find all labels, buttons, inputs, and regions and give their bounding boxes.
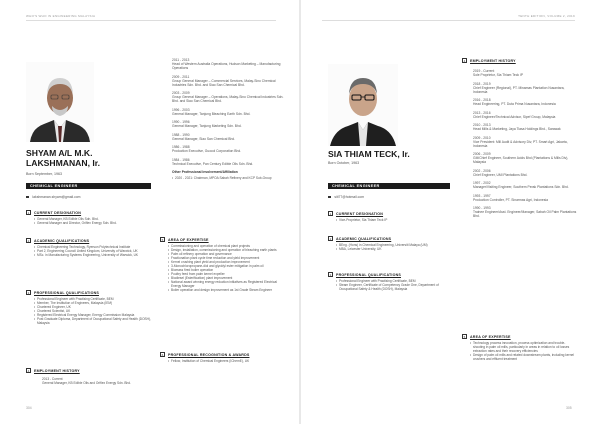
list-item: • Technology process innovation, process optimization and trouble-shooting in palm oil mills, particularly in areas in relation to oil losses extraction rates and their recovery efficiencies: [470, 341, 574, 353]
timeline-entry: 1993 - 1997 Production Controller, PT. Sinarmas Agri, Indonesia: [473, 193, 548, 202]
timeline-entry: 2003 - 2009 Group General Manager – Operations, Malay-Sino Chemical Industries Sdn. Bhd. and Siao San Chemical Bhd.: [172, 91, 284, 103]
born-date-sia: Born October, 1963: [328, 161, 360, 165]
profile-name-sia: [328, 150, 410, 160]
section-number: 4: [463, 59, 466, 63]
list-item: • National award winning energy reduction initiatives as Registered Electrical Energy Manager: [168, 280, 280, 288]
section-academic-right: [328, 236, 450, 251]
list-item: • MBA, Leicester University, UK: [336, 247, 450, 251]
category-bar-sia: CHEMICAL ENGINEER: [328, 183, 450, 189]
section-number: 1: [329, 212, 332, 216]
email-row-shyam: [26, 195, 81, 199]
list-item: • Boiler operation and design improvement as 1st Grade Steam Engineer: [168, 288, 280, 292]
list-item: • Registered Electrical Energy Manager, Energy Commission Malaysia: [34, 313, 151, 317]
list-item: • Fractionation plant cycle time reduction and yield improvement: [168, 256, 280, 260]
list-item: • Part 2, Engineering Council United Kingdom, University of Warwick, UK: [34, 249, 151, 253]
name-line-1: SHYAM A/L M.K.: [26, 148, 93, 158]
list-item: • Design of palm oil mills and related downstream plants, including kernel crushers and effluent treatment: [470, 353, 574, 361]
section-title: EMPLOYMENT HISTORY: [470, 58, 516, 63]
born-date-shyam: Born September, 1963: [26, 172, 62, 176]
list-item: • Vice-Proprietor, Sia Thiam Teck IP: [336, 218, 450, 222]
section-expertise-left: [160, 237, 285, 292]
section-number: 5: [463, 335, 466, 339]
list-item: • Professional Engineer with Practising Certificate, BEM: [336, 279, 444, 283]
list-item: • 2020 - 2021: Chairman, MPOA Sabah Refinery and KCP Sub-Group: [172, 176, 284, 180]
running-head-left: WHO'S WHO IN ENGINEERING MALAYSIA: [26, 14, 96, 18]
timeline-entry: 2006 - 2009 GM/Chief Engineer, Southern Acids Bhd (Plantations & Mills Div), Malaysia: [473, 152, 569, 164]
employment-years: 2013 - Current: [42, 377, 63, 381]
list-item: • Poultry feed from palm kernel expeller: [168, 272, 280, 276]
email-link[interactable]: lakshmanan.shyam@gmail.com: [32, 195, 81, 199]
list-item: • Fellow, Institution of Chemical Engineers (IChemE), UK: [168, 359, 280, 363]
section-title: PROFESSIONAL QUALIFICATIONS: [336, 272, 401, 277]
other-involvement-title: Other Professional Involvement/Affiliation: [172, 170, 238, 174]
timeline-entry: 1984 - 1986 Technical Executive, Pan Century Edible Oils Sdn. Bhd.: [172, 157, 254, 166]
portrait-photo-shyam: [26, 62, 94, 142]
section-number: 2: [329, 237, 332, 241]
list-item: • Kernel crushing plant yield and production improvement: [168, 260, 280, 264]
section-title: AREA OF EXPERTISE: [470, 334, 511, 339]
running-head-right: TENTH EDITION, VOLUME 2, 2019: [518, 14, 575, 18]
section-number: 1: [27, 211, 30, 215]
timeline-entry: 2018 - 2019 Chief Engineer (Regional), PT. Minamas Plantation Nusantara, Indonesia: [473, 81, 565, 94]
header-rule-right: [322, 20, 575, 21]
employment-timeline-left: [172, 58, 284, 180]
folio-right: 305: [566, 406, 572, 410]
section-title: PROFESSIONAL QUALIFICATIONS: [34, 290, 99, 295]
list-item: • Post Graduate Diploma, Department of Occupational Safety and Health (DOSH), Malaysia: [34, 317, 151, 325]
email-row-sia: [328, 195, 364, 199]
employment-desc: General Manager, KB Edible Oils and Oriflex Energy Sdn. Bhd.: [42, 381, 131, 385]
list-item: • General Manager and Director, Oriflex Energy Sdn. Bhd.: [34, 221, 151, 225]
employment-timeline-right: [473, 69, 577, 223]
email-link[interactable]: siti77@hotmail.com: [334, 195, 365, 199]
timeline-entry: 2019 - Current Sole Proprietor, Sia Thiam Teck IP: [473, 69, 524, 77]
section-title: ACADEMIC QUALIFICATIONS: [34, 238, 90, 243]
section-recognition-left: [160, 352, 285, 363]
section-employment-left: [26, 368, 151, 385]
timeline-entry: 1996 - 2003 General Manager, Tanjung Bleaching Earth Sdn. Bhd.: [172, 107, 251, 116]
section-title: CURRENT DESIGNATION: [336, 211, 384, 216]
timeline-entry: 1990 - 1996 General Manager, Tanjung Marketing Sdn. Bhd.: [172, 120, 242, 128]
section-title: CURRENT DESIGNATION: [34, 210, 82, 215]
profile-name-shyam: [26, 149, 100, 169]
section-academic-left: [26, 238, 151, 257]
list-item: • Biomass fired boiler operation: [168, 268, 280, 272]
email-icon: [328, 196, 331, 199]
folio-left: 304: [26, 406, 32, 410]
list-item: • 3-Monochloropropane-diol and glycidyl ester mitigation in palm oil: [168, 264, 280, 268]
portrait-photo-sia: [328, 64, 398, 146]
section-number: 6: [161, 353, 164, 357]
list-item: • Chartered Engineer, UK: [34, 305, 151, 309]
timeline-entry: 2016 - 2018 Head Engineering, PT. Duta Prima Nusantara, Indonesia: [473, 98, 556, 106]
list-item: • Chartered Scientist, UK: [34, 309, 151, 313]
section-number: 3: [329, 273, 332, 277]
list-item: • Palm oil refinery operation and governance: [168, 252, 280, 256]
header-rule-left: [26, 20, 276, 21]
name-line-2: LAKSHMANAN, Ir.: [26, 157, 101, 168]
timeline-entry: 1986 - 1988 Production Executive, Guocol Corporation Bhd.: [172, 145, 242, 153]
section-title: AREA OF EXPERTISE: [168, 237, 209, 242]
timeline-entry: 2011 - 2013 Head of Western Australia Operations, Hudson Marketing – Manufacturing Operations: [172, 58, 281, 70]
timeline-entry: 1997 - 2002 Manager/Visiting Engineer, Southern Perak Plantations Sdn. Bhd.: [473, 181, 569, 189]
timeline-entry: 1988 - 1990 General Manager, Siao San Chemical Bhd.: [172, 132, 236, 141]
list-item: • Design, installation, commissioning and operation of bleaching earth plants: [168, 248, 280, 252]
other-involvement-list: [172, 176, 284, 180]
section-current-designation-right: [328, 211, 450, 222]
list-item: • Professional Engineer with Practising Certificate, BEM: [34, 297, 151, 301]
timeline-entry: 2009 - 2011 Group General Manager – Commercial Services, Malay-Sino Chemical Industries Sdn. Bhd. and Siao San Chemical Bhd.: [172, 74, 276, 87]
section-professional-left: [26, 290, 151, 325]
name-line-1: SIA THIAM TECK, Ir.: [328, 149, 410, 159]
page-gutter: [299, 0, 301, 424]
list-item: • MSc. in Manufacturing Systems Engineering, University of Warwick, UK: [34, 253, 151, 257]
section-number: 3: [27, 291, 30, 295]
section-title: ACADEMIC QUALIFICATIONS: [336, 236, 392, 241]
section-number: 5: [161, 238, 164, 242]
timeline-entry: 2010 - 2013 Head Mills & Marketing, Jaya Tiasa Holdings Bhd., Sarawak: [473, 123, 561, 131]
email-icon: [26, 196, 29, 199]
list-item: • General Manager, KB Edible Oils Sdn. Bhd.: [34, 217, 151, 221]
list-item: • Biodiesel (Esterification) plant improvement: [168, 276, 280, 280]
section-title: EMPLOYMENT HISTORY: [34, 368, 80, 373]
category-bar-shyam: CHEMICAL ENGINEER: [26, 183, 151, 189]
section-expertise-right: [462, 334, 577, 361]
list-item: • Chemical Engineering Technology, Ryerson Polytechnical Institute: [34, 245, 151, 249]
list-item: • Commissioning and operation of chemical plant projects: [168, 244, 280, 248]
timeline-entry: 2013 - 2016 Chief Engineer/Technical Advisor, Sipef Group, Malaysia: [473, 110, 556, 119]
section-professional-right: [328, 272, 450, 291]
section-number: 4: [27, 369, 30, 373]
list-item: • Member, The Institution of Engineers, Malaysia (IEM): [34, 301, 151, 305]
section-number: 2: [27, 239, 30, 243]
timeline-entry: 1990 - 1993 Trainee Engineer/Asst. Engineer/Manager, Sabah Oil Palm Plantations Bhd.: [473, 206, 577, 218]
list-item: • BEng. (Hons) in Chemical Engineering, Universiti Malaya (UM): [336, 243, 450, 247]
section-employment-right: [462, 58, 577, 63]
timeline-entry: 2002 - 2006 Chief Engineer, UMI Plantations Bhd.: [473, 168, 528, 177]
list-item: • Steam Engineer, Certificate of Competency Grade One, Department of Occupational Safety & Health (DOSH), Malaysia: [336, 283, 444, 291]
timeline-entry: 2009 - 2010 Vice President: Mill Audit & Advisory Div, PT. Smart Agri, Jakarta, Indonesia: [473, 135, 568, 148]
section-title: PROFESSIONAL RECOGNITION & AWARDS: [168, 352, 250, 357]
section-current-designation-left: [26, 210, 151, 225]
